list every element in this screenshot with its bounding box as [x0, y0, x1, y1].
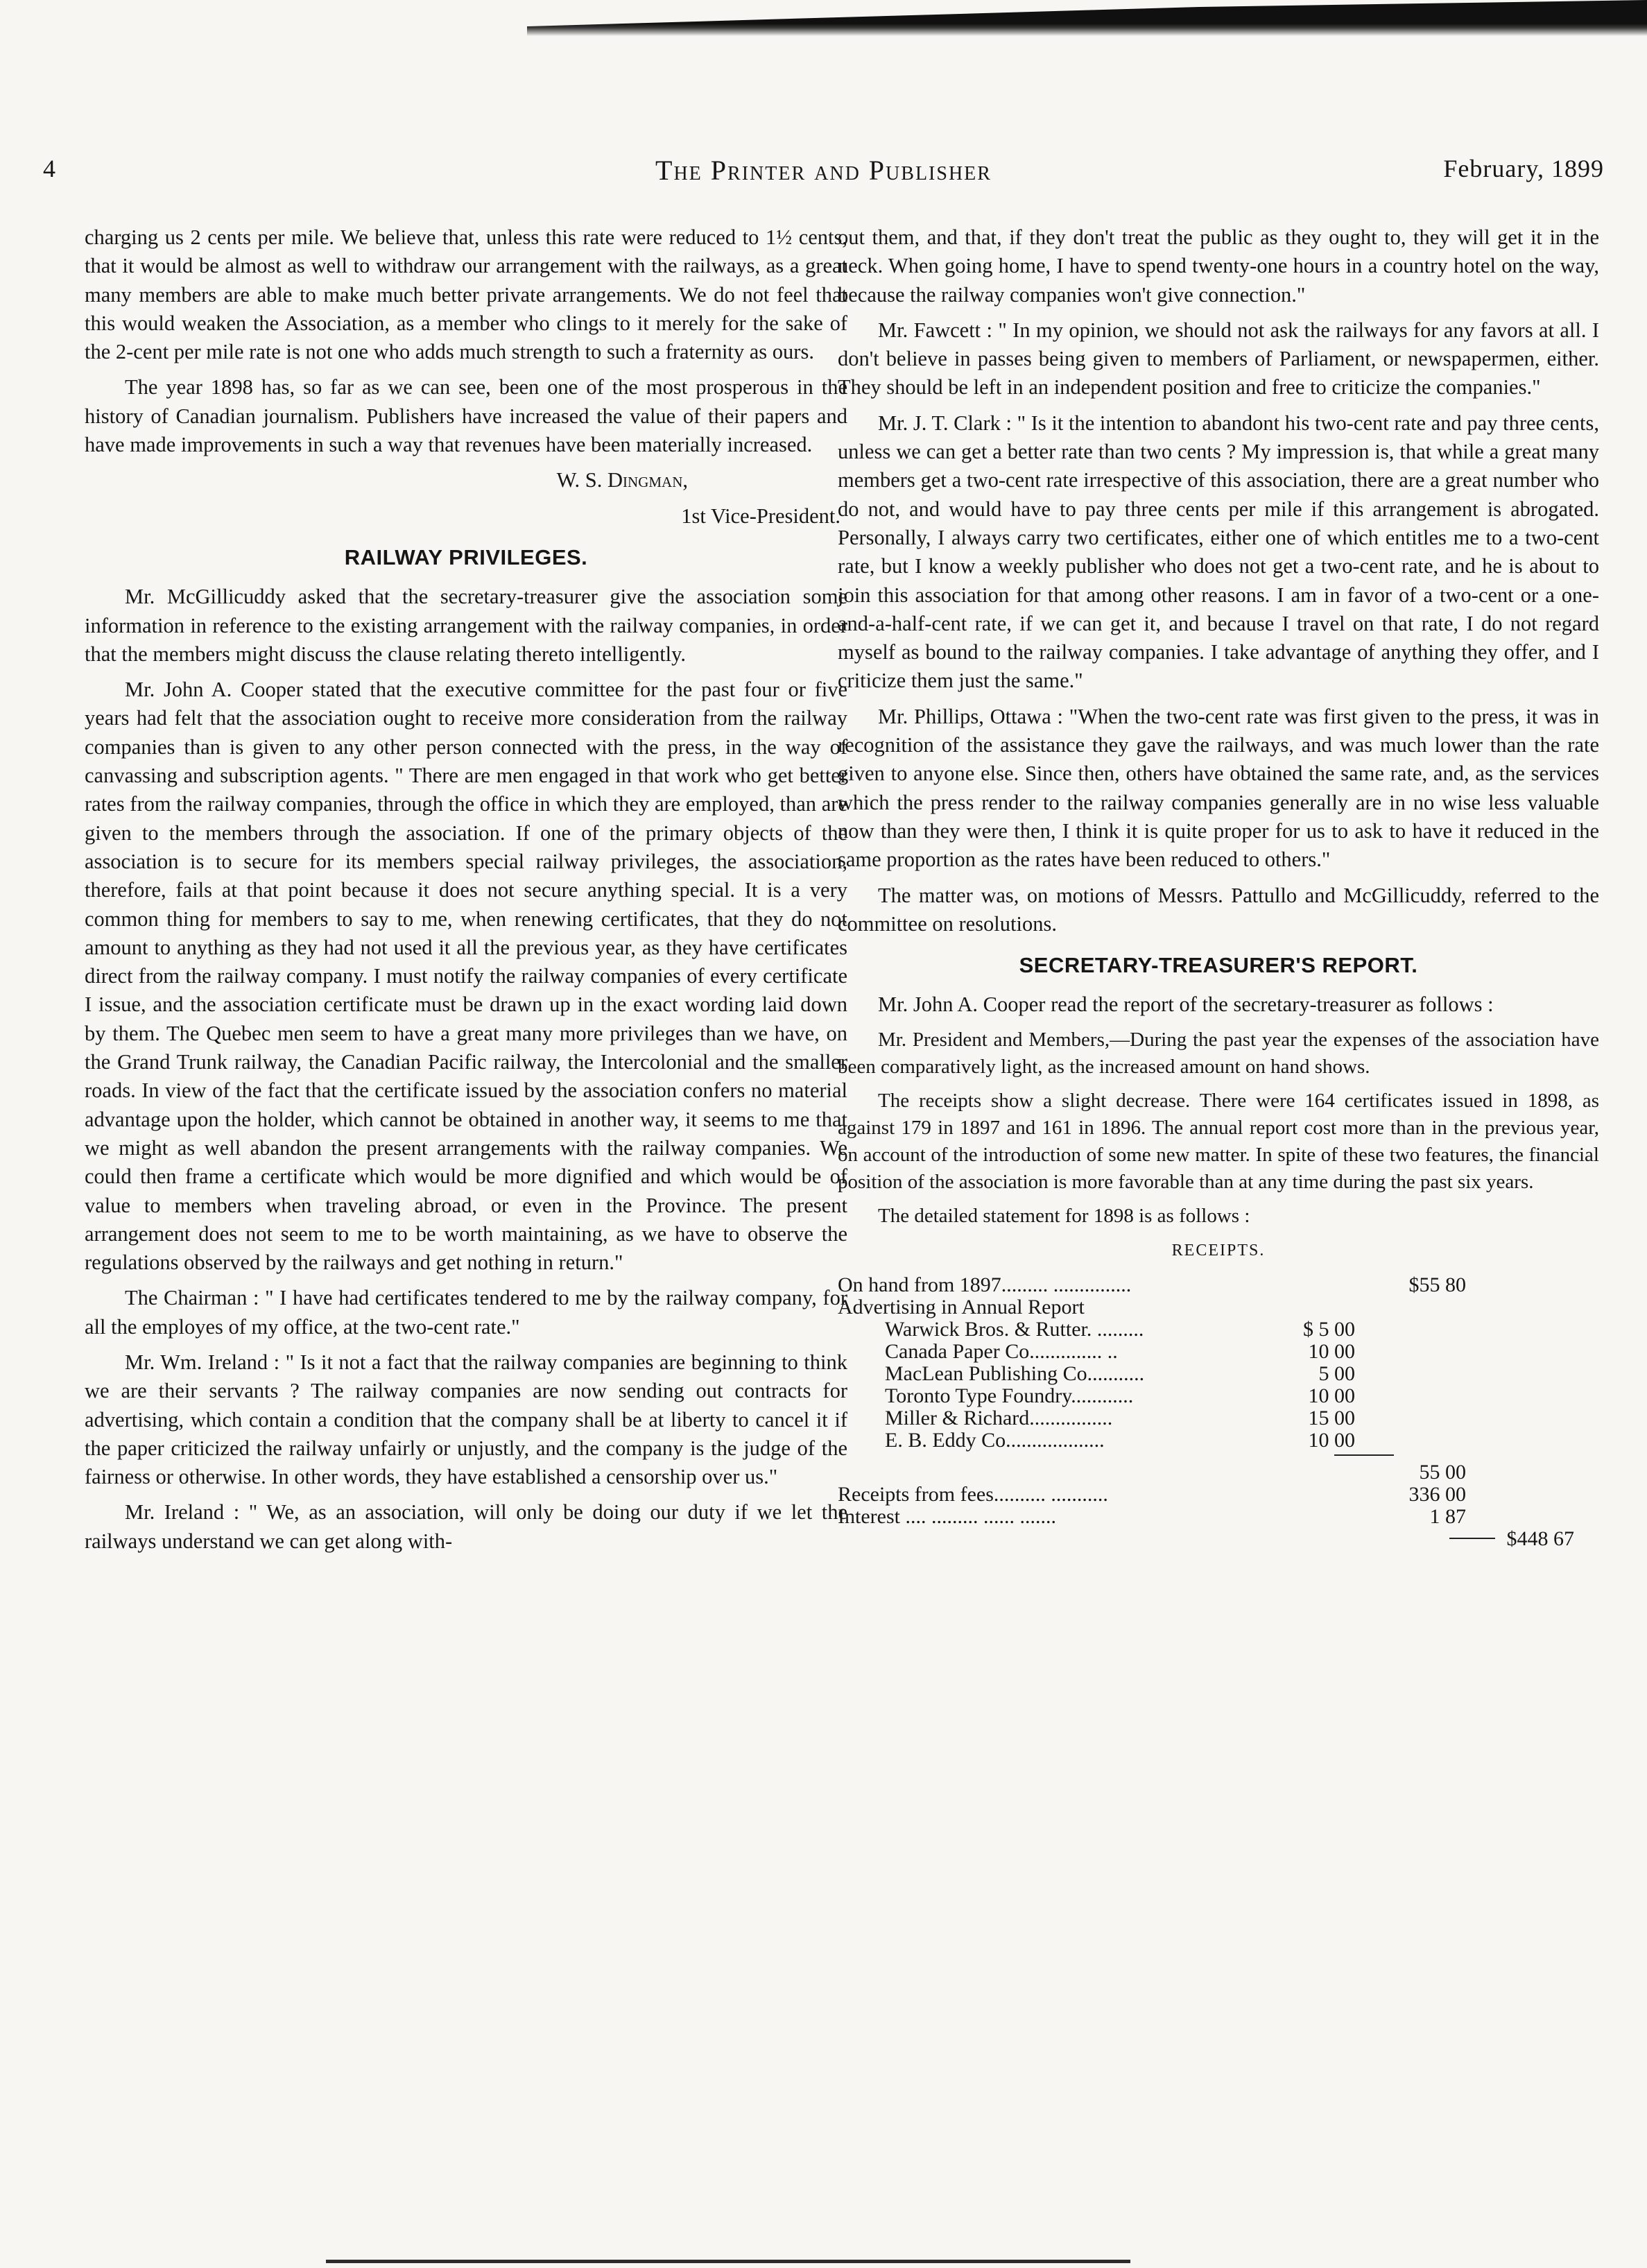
left-column	[85, 223, 847, 1563]
account-amount: 1 87	[1429, 1504, 1466, 1528]
paragraph: Mr. Fawcett : " In my opinion, we should not ask the railways for any favors at all. I don't believe in passes being given to members of Parliament, or newspapermen, either. They should be left in an independent position and free to criticize the companies."	[838, 318, 1599, 400]
account-row	[838, 1341, 1599, 1363]
right-column	[838, 223, 1599, 1550]
paragraph: The Chairman : " I have had certificates tendered to me by the railway company, for all the employes of my office, at the two-cent rate."	[85, 1286, 847, 1339]
account-row	[838, 1461, 1599, 1484]
subtotal-rule	[1334, 1454, 1394, 1456]
issue-date: February, 1899	[1443, 155, 1604, 182]
signature-title: 1st Vice-President.	[681, 504, 840, 528]
paragraph: Mr. J. T. Clark : " Is it the intention to abandont his two-cent rate and pay three cents, unless we can get a better rate than two cents ? My impression is, that while a great many members get a two-cent rate irrespective of this association, there are a great number who do not, and would have to pay three cents per mile if this arrangement is abrogated. Personally, I always carry two certificates, either one of which entitles me to a two-cent rate, but I know a weekly publisher who does not get a two-cent rate, and he is about to join this association for that among other reasons. I am in favor of a two-cent or a one-and-a-half-cent rate, if we can get it, and because I travel on that rate, I do not regard myself as bound to the railway companies. I take advantage of anything they offer, and I criticize them just the same."	[838, 411, 1599, 693]
account-amount: 5 00	[1318, 1361, 1355, 1385]
paragraph: The receipts show a slight decrease. There were 164 certificates issued in 1898, as against 179 in 1897 and 161 in 1896. The annual report cost more than in the previous year, on account of the introduction of some new matter. In spite of these two features, the financial position of the association is more favorable than at any time during the past six years.	[838, 1089, 1599, 1193]
paragraph: Mr. John A. Cooper read the report of the secretary-treasurer as follows :	[878, 993, 1494, 1017]
account-label: MacLean Publishing Co...........	[885, 1361, 1145, 1385]
paragraph: out them, and that, if they don't treat the public as they ought to, they will get it in the neck. When going home, I have to spend twenty-one hours in a country hotel on the way, because the railway companies won't give connection."	[838, 225, 1599, 307]
account-label: Toronto Type Foundry............	[885, 1384, 1134, 1407]
paragraph: The detailed statement for 1898 is as follows :	[878, 1204, 1250, 1227]
publication-title: The Printer and Publisher	[655, 155, 992, 186]
top-edge-bar	[527, 0, 1647, 36]
receipts-statement	[838, 1239, 1599, 1550]
account-label: Receipts from fees.......... ...........	[838, 1482, 1108, 1506]
account-row	[838, 1296, 1599, 1318]
account-row	[838, 1528, 1599, 1550]
paragraph: Mr. Wm. Ireland : " Is it not a fact that the railway companies are beginning to think we are their servants ? The railway companies are now sending out contracts for advertising, which contain a condition that the company shall be at liberty to cancel it if the paper criticized the railway unfairly or unjustly, and the company is the judge of the fairness or otherwise. In other words, they have established a censorship over us."	[85, 1350, 847, 1489]
paragraph: Mr. Phillips, Ottawa : "When the two-cent rate was first given to the press, it was in recognition of the assistance they gave the railways, and was much lower than the rate given to anyone else. Since then, others have obtained the same rate, and, as the services which the press render to the railway companies generally are in no wise less valuable now than they were then, I think it is quite proper for us to ask to have it reduced in the same proportion as the rates have been reduced to others."	[838, 704, 1599, 872]
account-label: Canada Paper Co.............. ..	[885, 1339, 1118, 1363]
account-label: E. B. Eddy Co...................	[885, 1428, 1105, 1452]
account-label: On hand from 1897......... ...............	[838, 1273, 1132, 1296]
account-label: Advertising in Annual Report	[838, 1295, 1085, 1318]
account-row	[838, 1407, 1599, 1429]
account-amount: 10 00	[1308, 1384, 1355, 1407]
account-amount: 336 00	[1408, 1482, 1466, 1506]
paragraph: The year 1898 has, so far as we can see, been one of the most prosperous in the history of Canadian journalism. Publishers have increased the value of their papers and have made improvements in such a way that revenues have been materially increased.	[85, 375, 847, 457]
account-row	[838, 1429, 1599, 1452]
paragraph: Mr. McGillicuddy asked that the secretary-treasurer give the association some information in reference to the existing arrangement with the railway companies, in order that the members might discuss the clause relating thereto intelligently.	[85, 585, 847, 666]
paragraph: charging us 2 cents per mile. We believe that, unless this rate were reduced to 1½ cents, that it would be almost as well to withdraw our arrangement with the railways, as a great many members are able to make much better private arrangements. We do not feel that this would weaken the Association, as a member who clings to it merely for the sake of the 2-cent per mile rate is not one who adds much strength to such a fraternity as ours.	[85, 225, 847, 364]
account-amount: 10 00	[1308, 1339, 1355, 1363]
account-row	[838, 1274, 1599, 1296]
account-amount: 10 00	[1308, 1428, 1355, 1452]
receipts-title: RECEIPTS.	[1171, 1241, 1266, 1260]
account-row	[838, 1506, 1599, 1528]
account-amount: 55 00	[1419, 1460, 1466, 1484]
paragraph: Mr. President and Members,—During the past year the expenses of the association have been comparatively light, as the increased amount on hand shows.	[838, 1028, 1599, 1078]
account-row	[838, 1484, 1599, 1506]
account-row	[838, 1385, 1599, 1407]
account-amount: 15 00	[1308, 1406, 1355, 1429]
paragraph: Mr. Ireland : " We, as an association, will only be doing our duty if we let the railways understand we can get along with-	[85, 1500, 847, 1553]
account-row	[838, 1318, 1599, 1341]
signature-name: W. S. Dingman,	[556, 468, 688, 492]
account-label: Miller & Richard................	[885, 1406, 1113, 1429]
paragraph: The matter was, on motions of Messrs. Pattullo and McGillicuddy, referred to the committee on resolutions.	[838, 883, 1599, 936]
page-header	[43, 154, 1604, 196]
bottom-rule	[326, 2260, 1130, 2263]
total-rule	[1449, 1538, 1495, 1539]
account-label: Warwick Bros. & Rutter. .........	[885, 1317, 1144, 1341]
account-label: Interest .... ......... ...... .......	[838, 1504, 1056, 1528]
section-heading-secretary-treasurer-report: SECRETARY-TREASURER'S REPORT.	[1019, 953, 1418, 978]
account-row	[838, 1363, 1599, 1385]
section-heading-railway-privileges: RAILWAY PRIVILEGES.	[344, 544, 588, 569]
rule-row	[838, 1452, 1599, 1461]
page-number: 4	[43, 155, 56, 182]
account-amount: $55 80	[1408, 1273, 1466, 1296]
paragraph: Mr. John A. Cooper stated that the executive committee for the past four or five years had felt that the association ought to receive more consideration from the railway companies than is given to any other person connected with the press, in the way of canvassing and subscription agents. " There are men engaged in that work who get better rates from the railway companies, through the office in which they are employed, than are given to the members through the association. If one of the primary objects of the association is to secure for its members special railway privileges, the association, therefore, fails at that point because it does not secure anything special. It is a very common thing for members to say to me, when renewing certificates, that they do not amount to anything as they had not used it all the previous year, as they have certificates direct from the railway company. I must notify the railway companies of every certificate I issue, and the association certificate must be drawn up in the exact wording laid down by them. The Quebec men seem to have a great many more privileges than we have, on the Grand Trunk railway, the Canadian Pacific railway, the Intercolonial and the smaller roads. In view of the fact that the certificate issued by the association confers no material advantage upon the holder, which cannot be obtained in another way, it seems to me that we might as well abandon the present arrangements with the railway companies. We could then frame a certificate which would be more dignified and which would be of value to members when traveling abroad, or even in the Province. The present arrangement does not seem to me to be worth maintaining, as we have to observe the regulations observed by the railways and get nothing in return."	[85, 678, 847, 1275]
grand-total: $448 67	[1506, 1527, 1574, 1550]
account-amount: $ 5 00	[1303, 1317, 1355, 1341]
